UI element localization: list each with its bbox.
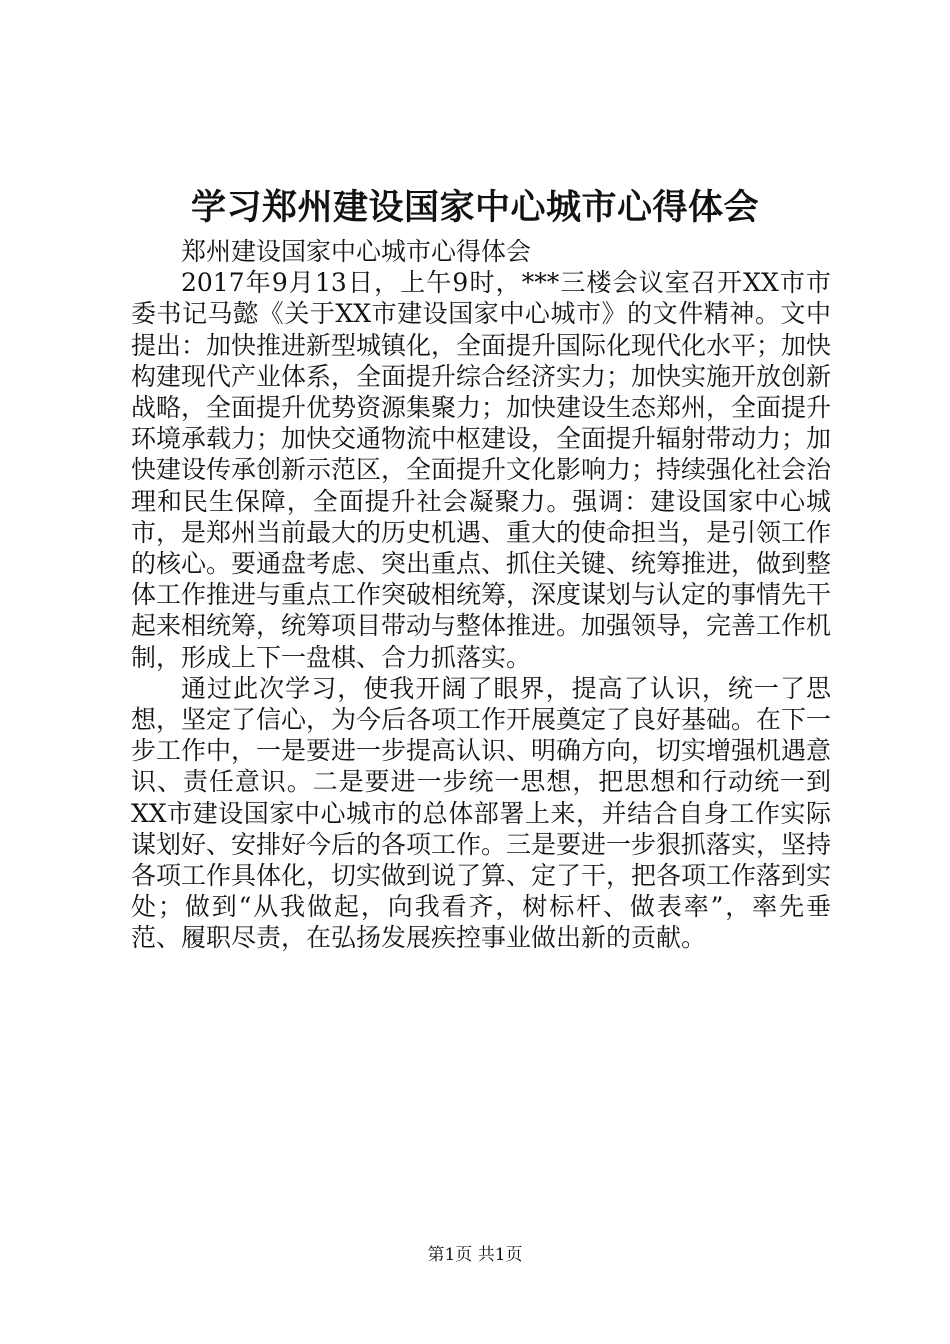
body-paragraph: 2017年9月13日，上午9时，***三楼会议室召开XX市市委书记马懿《关于XX市建设国家中心城市》的文件精神。文中提出：加快推进新型城镇化，全面提升国际化现代化水平；加快构建现代产业体系，全面提升综合经济实力；加快实施开放创新战略，全面提升优势资源集聚力；加快建设生态郑州，全面提升环境承载力；加快交通物流中枢建设，全面提升辐射带动力；加快建设传承创新示范区，全面提升文化影响力；持续强化社会治理和民生保障，全面提升社会凝聚力。强调：建设国家中心城市，是郑州当前最大的历史机遇、重大的使命担当，是引领工作的核心。要通盘考虑、突出重点、抓住关键、统筹推进，做到整体工作推进与重点工作突破相统筹，深度谋划与认定的事情先干起来相统筹，统筹项目带动与整体推进。加强领导，完善工作机制，形成上下一盘棋、合力抓落实。 <box>131 268 832 672</box>
body-paragraph: 通过此次学习，使我开阔了眼界，提高了认识，统一了思想，坚定了信心，为今后各项工作开展奠定了良好基础。在下一步工作中，一是要进一步提高认识、明确方向，切实增强机遇意识、责任意识。二是要进一步统一思想，把思想和行动统一到XX市建设国家中心城市的总体部署上来，并结合自身工作实际谋划好、安排好今后的各项工作。三是要进一步狠抓落实，坚持各项工作具体化，切实做到说了算、定了干，把各项工作落到实处；做到“从我做起，向我看齐，树标杆、做表率”，率先垂范、履职尽责，在弘扬发展疾控事业做出新的贡献。 <box>131 673 832 953</box>
document-title: 学习郑州建设国家中心城市心得体会 <box>190 187 759 228</box>
subtitle-paragraph: 郑州建设国家中心城市心得体会 <box>181 237 532 266</box>
document-body <box>131 236 831 954</box>
page-footer: 第1页 共1页 <box>427 1245 523 1265</box>
